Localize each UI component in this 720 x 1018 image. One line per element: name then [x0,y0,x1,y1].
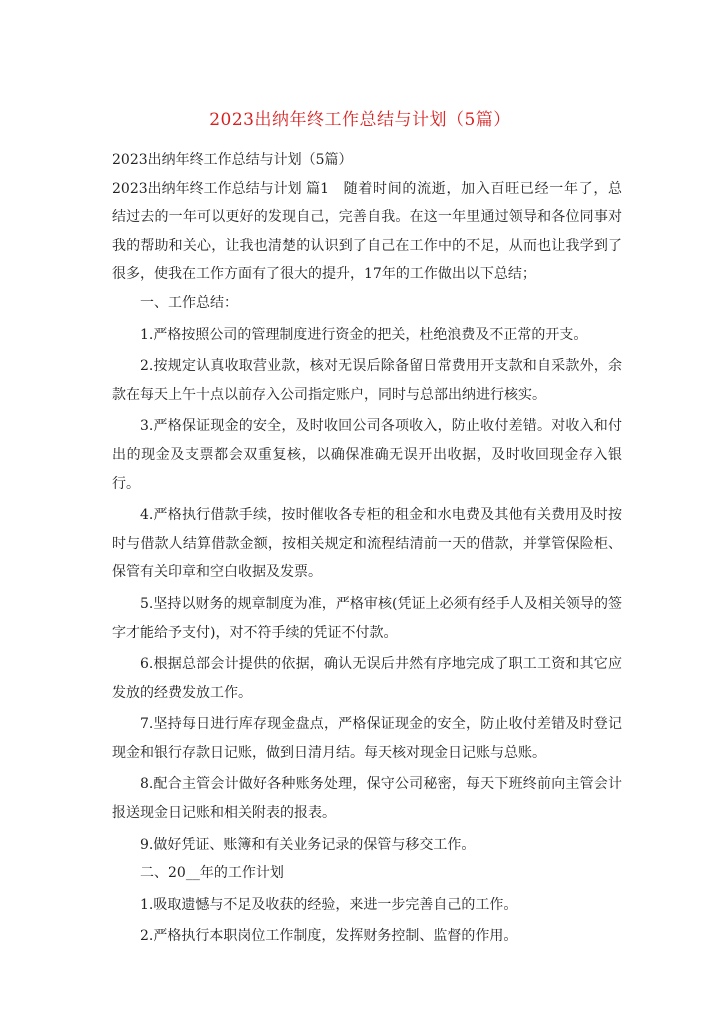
list-item: 6.根据总部会计提供的依据，确认无误后井然有序地完成了职工工资和其它应发放的经费发放工作。 [112,656,622,701]
list-item: 7.坚持每日进行库存现金盘点，严格保证现金的安全，防止收付差错及时登记现金和银行存款日记账，做到日清月结。每天核对现金日记账与总账。 [112,716,622,761]
document-body [112,146,622,951]
article-heading: 2023出纳年终工作总结与计划 篇1 [112,180,329,197]
list-item: 2.按规定认真收取营业款，核对无误后除备留日常费用开支款和自采款外，余款在每天上午十点以前存入公司指定账户，同时与总部出纳进行核实。 [112,358,622,403]
intro-paragraph [112,175,622,289]
list-item: 3.严格保证现金的安全，及时收回公司各项收入，防止收付差错。对收入和付出的现金及支票都会双重复核，以确保准确无误开出收据，及时收回现金存入银行。 [112,418,622,492]
section2-heading: 二、20__年的工作计划 [140,865,284,882]
list-item: 1.严格按照公司的管理制度进行资金的把关，杜绝浪费及不正常的开支。 [140,326,588,343]
list-item: 4.严格执行借款手续，按时催收各专柜的租金和水电费及其他有关费用及时按时与借款人结算借款金额，按相关规定和流程结清前一天的借款，并掌管保险柜、保管有关印章和空白收据及发票。 [112,507,622,581]
document-subtitle: 2023出纳年终工作总结与计划（5篇） [112,152,353,168]
intro-text: 随着时间的流逝，加入百旺已经一年了，总结过去的一年可以更好的发现自己，完善自我。在这一年里通过领导和各位同事对我的帮助和关心，让我也清楚的认识到了自己在工作中的不足，从而也让我学到了很多，使我在工作方面有了很大的提升，17年的工作做出以下总结； [112,180,622,283]
list-item: 2.严格执行本职岗位工作制度，发挥财务控制、监督的作用。 [140,928,518,945]
list-item: 5.坚持以财务的规章制度为准，严格审核(凭证上必须有经手人及相关领导的签字才能给予支付)，对不符手续的凭证不付款。 [112,595,622,641]
section1-heading: 一、工作总结： [140,294,238,311]
list-item: 1.吸取遗憾与不足及收获的经验，来进一步完善自己的工作。 [140,896,518,913]
list-item: 9.做好凭证、账簿和有关业务记录的保管与移交工作。 [140,836,476,853]
document-title: 2023出纳年终工作总结与计划（5篇） [209,110,511,130]
list-item: 8.配合主管会计做好各种账务处理，保守公司秘密，每天下班终前向主管会计报送现金日记账和相关附表的报表。 [112,776,622,822]
